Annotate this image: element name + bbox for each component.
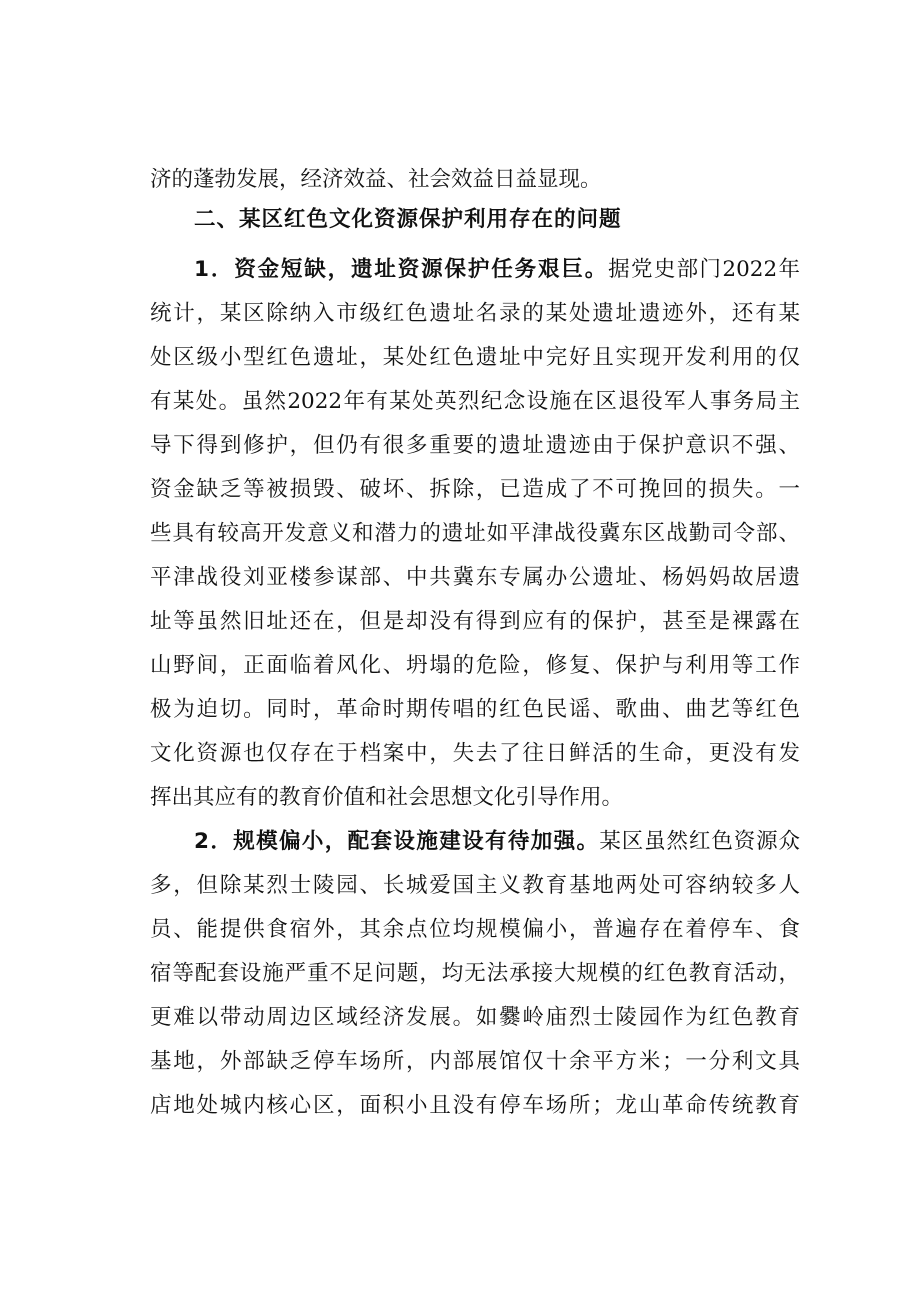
paragraph-2-line-1 — [194, 820, 800, 864]
paragraph-1-bold-lead: 1．资金短缺，遗址资源保护任务艰巨。 — [194, 257, 609, 282]
paragraph-1-line: 山野间，正面临着风化、坍塌的危险，修复、保护与利用等工作 — [150, 653, 800, 678]
paragraph-1-line: 处区级小型红色遗址，某处红色遗址中完好且实现开发利用的仅 — [150, 345, 800, 370]
paragraph-1-line: 文化资源也仅存在于档案中，失去了往日鲜活的生命，更没有发 — [150, 741, 800, 766]
paragraph-1-line-1 — [194, 248, 800, 292]
paragraph-2-line: 宿等配套设施严重不足问题，均无法承接大规模的红色教育活动， — [150, 961, 800, 986]
paragraph-1-line: 挥出其应有的教育价值和社会思想文化引导作用。 — [150, 785, 624, 810]
paragraph-1-line: 址等虽然旧址还在，但是却没有得到应有的保护，甚至是裸露在 — [150, 609, 800, 634]
paragraph-2-line: 员、能提供食宿外，其余点位均规模偏小，普遍存在着停车、食 — [150, 917, 800, 942]
intro-line: 济的蓬勃发展，经济效益、社会效益日益显现。 — [150, 167, 602, 192]
paragraph-2-bold-lead: 2．规模偏小，配套设施建设有待加强。 — [194, 829, 600, 854]
paragraph-1-line: 资金缺乏等被损毁、破坏、拆除，已造成了不可挽回的损失。一 — [150, 477, 800, 502]
section-heading: 二、某区红色文化资源保护利用存在的问题 — [194, 207, 622, 232]
paragraph-1-line: 平津战役刘亚楼参谋部、中共冀东专属办公遗址、杨妈妈故居遗 — [150, 565, 800, 590]
paragraph-1-line: 极为迫切。同时，革命时期传唱的红色民谣、歌曲、曲艺等红色 — [150, 697, 800, 722]
paragraph-1-lead-rest: 据党史部门2022年 — [608, 257, 800, 282]
paragraph-2-line: 基地，外部缺乏停车场所，内部展馆仅十余平方米；一分利文具 — [150, 1049, 800, 1074]
paragraph-1-line: 导下得到修护，但仍有很多重要的遗址遗迹由于保护意识不强、 — [150, 433, 800, 458]
paragraph-1-line: 些具有较高开发意义和潜力的遗址如平津战役冀东区战勤司令部、 — [150, 521, 800, 546]
paragraph-2-lead-rest: 某区虽然红色资源众 — [599, 829, 800, 854]
paragraph-2-line: 更难以带动周边区域经济发展。如爨岭庙烈士陵园作为红色教育 — [150, 1005, 800, 1030]
paragraph-1-line: 统计，某区除纳入市级红色遗址名录的某处遗址遗迹外，还有某 — [150, 301, 800, 326]
paragraph-1-line: 有某处。虽然2022年有某处英烈纪念设施在区退役军人事务局主 — [150, 389, 800, 414]
paragraph-2-line: 店地处城内核心区，面积小且没有停车场所；龙山革命传统教育 — [150, 1093, 800, 1118]
paragraph-2-line: 多，但除某烈士陵园、长城爱国主义教育基地两处可容纳较多人 — [150, 873, 800, 898]
